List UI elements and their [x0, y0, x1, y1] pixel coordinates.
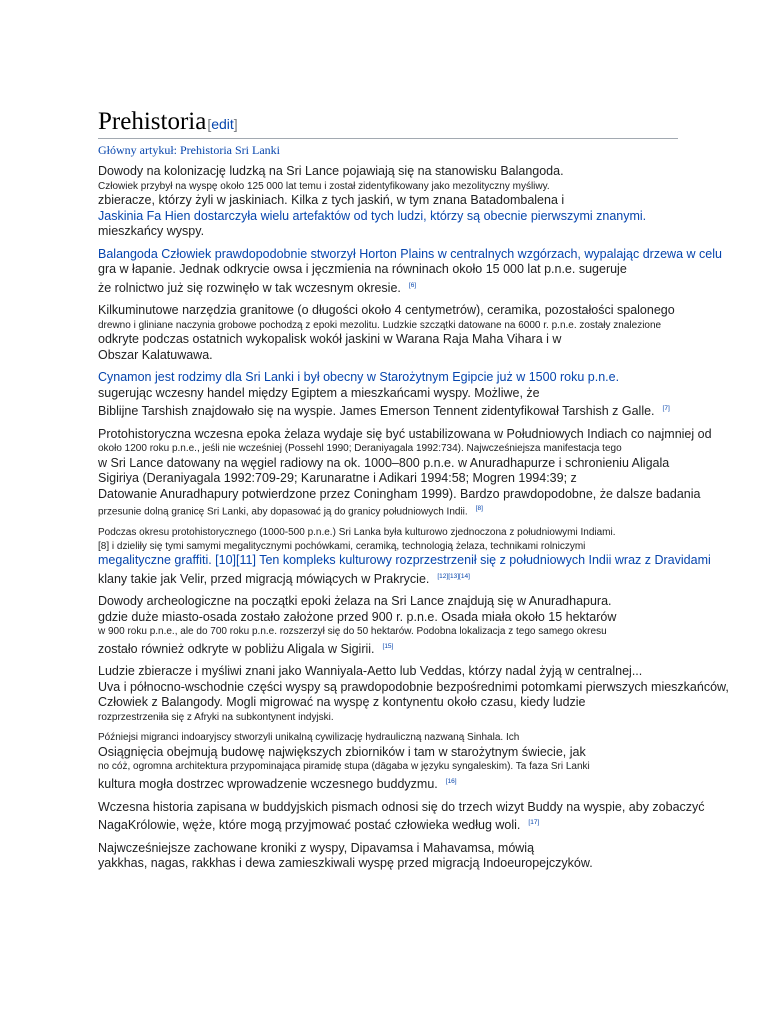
line-text: [8] i dzieliły się tymi samymi megalitycznymi pochówkami, ceramiką, technologią żelaza, technikami rolniczymi [98, 540, 586, 552]
line-text: Wczesna historia zapisana w buddyjskich pismach odnosi się do trzech wizyt Buddy na wyspie, aby zobaczyć [98, 799, 705, 814]
paragraph-line [98, 332, 738, 348]
paragraph-line [98, 553, 738, 569]
article-body [98, 164, 738, 872]
paragraph-line [98, 502, 738, 519]
line-text: Uva i północno-wschodnie części wyspy są prawdopodobnie bezpośrednimi potomkami pierwszych mieszkańców, [98, 679, 729, 694]
line-text: NagaKrólowie, węże, które mogą przyjmować postać człowieka według woli. [98, 818, 521, 833]
line-text: Najwcześniejsze zachowane kroniki z wyspy, Dipavamsa i Mahavamsa, mówią [98, 840, 535, 855]
line-text: że rolnictwo już się rozwinęło w tak wczesnym okresie. [98, 280, 401, 295]
paragraph-line [98, 224, 738, 240]
paragraph-line [98, 695, 738, 711]
paragraph [98, 594, 738, 657]
section-heading [98, 108, 678, 139]
paragraph-line [98, 731, 738, 745]
paragraph-line [98, 711, 738, 725]
paragraph-line [98, 664, 738, 680]
citation-link[interactable]: [6] [408, 281, 417, 289]
line-text: Ludzie zbieracze i myśliwi znani jako Wanniyala-Aetto lub Veddas, którzy nadal żyją w centralnej... [98, 664, 643, 679]
paragraph-line [98, 209, 738, 225]
paragraph-line [98, 625, 738, 639]
line-text: gdzie duże miasto-osada zostało założone przed 900 r. p.n.e. Osada miała około 15 hektarów [98, 609, 617, 624]
paragraph [98, 664, 738, 724]
line-text: Cynamon jest rodzimy dla Sri Lanki i był obecny w Starożytnym Egipcie już w 1500 roku p.n.e. [98, 370, 620, 385]
paragraph-line [98, 164, 738, 180]
article-section [98, 108, 738, 872]
paragraph-line [98, 841, 738, 857]
paragraph-line [98, 180, 738, 194]
citation-link[interactable]: [15] [382, 642, 394, 650]
citation-link[interactable]: [8] [475, 505, 483, 513]
paragraph-line [98, 800, 738, 816]
paragraph-line [98, 386, 738, 402]
paragraph-line [98, 319, 738, 333]
line-text: Protohistoryczna wczesna epoka żelaza wydaje się być ustabilizowana w Południowych Indiach co najmniej od [98, 426, 712, 441]
line-text: przesunie dolną granicę Sri Lanki, aby dopasować ją do granicy południowych Indii. [98, 506, 468, 518]
paragraph-line [98, 471, 738, 487]
paragraph-line [98, 303, 738, 319]
line-text: zbieracze, którzy żyli w jaskiniach. Kilka z tych jaskiń, w tym znana Batadombalena i [98, 193, 565, 207]
citation-link[interactable]: [17] [528, 819, 540, 827]
paragraph-line [98, 526, 738, 540]
line-text: kultura mogła dostrzec wprowadzenie wczesnego buddyzmu. [98, 777, 438, 792]
paragraph-line [98, 487, 738, 503]
paragraph-line [98, 401, 738, 420]
line-text: Późniejsi migranci indoaryjscy stworzyli unikalną cywilizację hydrauliczną nazwaną Sinhala. Ich [98, 732, 520, 744]
line-text: sugerując wczesny handel między Egiptem a mieszkańcami wyspy. Możliwe, że [98, 385, 540, 400]
line-text: no cóż, ogromna architektura przypominająca piramidę stupa (dāgaba w języku syngaleskim). Ta faza Sri Lanki [98, 761, 590, 773]
line-text: odkryte podczas ostatnich wykopalisk wokół jaskini w Warana Raja Maha Vihara i w [98, 332, 562, 347]
line-text: klany takie jak Velir, przed migracją mówiących w Prakrycie. [98, 571, 430, 586]
line-text: mieszkańcy wyspy. [98, 224, 205, 238]
line-text: Dowody archeologiczne na początki epoki żelaza na Sri Lance znajdują się w Anuradhapura. [98, 594, 612, 609]
paragraph-line [98, 815, 738, 834]
line-text: zostało również odkryte w pobliżu Aligala w Sigirii. [98, 641, 375, 656]
paragraph [98, 247, 738, 297]
paragraph-line [98, 680, 738, 696]
paragraph [98, 526, 738, 587]
line-text: Sigiriya (Deraniyagala 1992:709-29; Karunaratne i Adikari 1994:58; Mogren 1994:39; z [98, 471, 577, 486]
line-text: drewno i gliniane naczynia grobowe pochodzą z epoki mezolitu. Ludzkie szczątki datowane na 6000 r. p.n.e. zostały znalezione [98, 319, 662, 331]
paragraph [98, 731, 738, 792]
line-text: około 1200 roku p.n.e., jeśli nie wcześniej (Possehl 1990; Deraniyagala 1992:734). Najwcześniejsza manifestacja tego [98, 443, 622, 455]
main-article-hatnote[interactable]: Główny artykuł: Prehistoria Sri Lanki [98, 143, 280, 157]
section-title: Prehistoria [98, 108, 207, 135]
paragraph-line [98, 639, 738, 658]
line-text: Człowiek przybył na wyspę około 125 000 lat temu i został zidentyfikowany jako mezolityczny myśliwy. [98, 180, 550, 192]
paragraph-line [98, 569, 738, 588]
paragraph-line [98, 456, 738, 472]
paragraph-line [98, 774, 738, 793]
paragraph-line [98, 193, 738, 209]
paragraph-line [98, 262, 738, 278]
paragraph [98, 841, 738, 872]
paragraph-line [98, 348, 738, 364]
paragraph [98, 800, 738, 834]
paragraph-line [98, 427, 738, 443]
line-text: Biblijne Tarshish znajdowało się na wyspie. James Emerson Tennent zidentyfikował Tarshish z Galle. [98, 404, 655, 419]
line-text: rozprzestrzeniła się z Afryki na subkontynent indyjski. [98, 711, 334, 723]
line-text: Datowanie Anuradhapury potwierdzone przez Coningham 1999). Bardzo prawdopodobne, że dalsze badania [98, 486, 701, 501]
paragraph [98, 370, 738, 420]
line-text: Podczas okresu protohistorycznego (1000-500 p.n.e.) Sri Lanka była kulturowo zjednoczona z południowymi Indiami. [98, 527, 616, 539]
paragraph-line [98, 856, 738, 872]
paragraph-line [98, 594, 738, 610]
paragraph-line [98, 278, 738, 297]
line-text: megalityczne graffiti. [10][11] Ten kompleks kulturowy rozprzestrzenił się z południowych Indii wraz z Dravidami [98, 553, 711, 568]
paragraph [98, 164, 738, 240]
edit-section: [edit] [207, 116, 238, 132]
paragraph [98, 427, 738, 519]
citation-link[interactable]: [7] [662, 405, 670, 413]
line-text: yakkhas, nagas, rakkhas i dewa zamieszkiwali wyspę przed migracją Indoeuropejczyków. [98, 856, 593, 871]
line-text: Kilkuminutowe narzędzia granitowe (o długości około 4 centymetrów), ceramika, pozostałości spalonego [98, 303, 675, 318]
edit-link[interactable]: edit [211, 116, 234, 132]
line-text: w Sri Lance datowany na węgiel radiowy na ok. 1000–800 p.n.e. w Anuradhapurze i schronieniu Aligala [98, 455, 670, 470]
citation-link[interactable]: [16] [445, 777, 457, 785]
line-text: Człowiek z Balangody. Mogli migrować na wyspę z kontynentu około czasu, kiedy ludzie [98, 695, 586, 710]
paragraph-line [98, 247, 738, 263]
citation-link[interactable]: [12][13][14] [437, 572, 470, 580]
line-text: Osiągnięcia obejmują budowę największych zbiorników i tam w starożytnym świecie, jak [98, 744, 586, 759]
paragraph-line [98, 540, 738, 554]
paragraph [98, 303, 738, 363]
paragraph-line [98, 745, 738, 761]
line-text: Jaskinia Fa Hien dostarczyła wielu artefaktów od tych ludzi, którzy są obecnie pierwszymi znanymi. [98, 208, 647, 223]
paragraph-line [98, 610, 738, 626]
line-text: Balangoda Człowiek prawdopodobnie stworzył Horton Plains w centralnych wzgórzach, wypalając drzewa w celu [98, 246, 722, 261]
line-text: gra w łapanie. Jednak odkrycie owsa i jęczmienia na równinach około 15 000 lat p.n.e. sugeruje [98, 262, 627, 276]
paragraph-line [98, 760, 738, 774]
paragraph-line [98, 370, 738, 386]
line-text: w 900 roku p.n.e., ale do 700 roku p.n.e. rozszerzył się do 50 hektarów. Podobna lokalizacja z tego samego okresu [98, 626, 607, 638]
line-text: Obszar Kalatuwawa. [98, 347, 213, 362]
line-text: Dowody na kolonizację ludzką na Sri Lance pojawiają się na stanowisku Balangoda. [98, 164, 564, 178]
paragraph-line [98, 442, 738, 456]
